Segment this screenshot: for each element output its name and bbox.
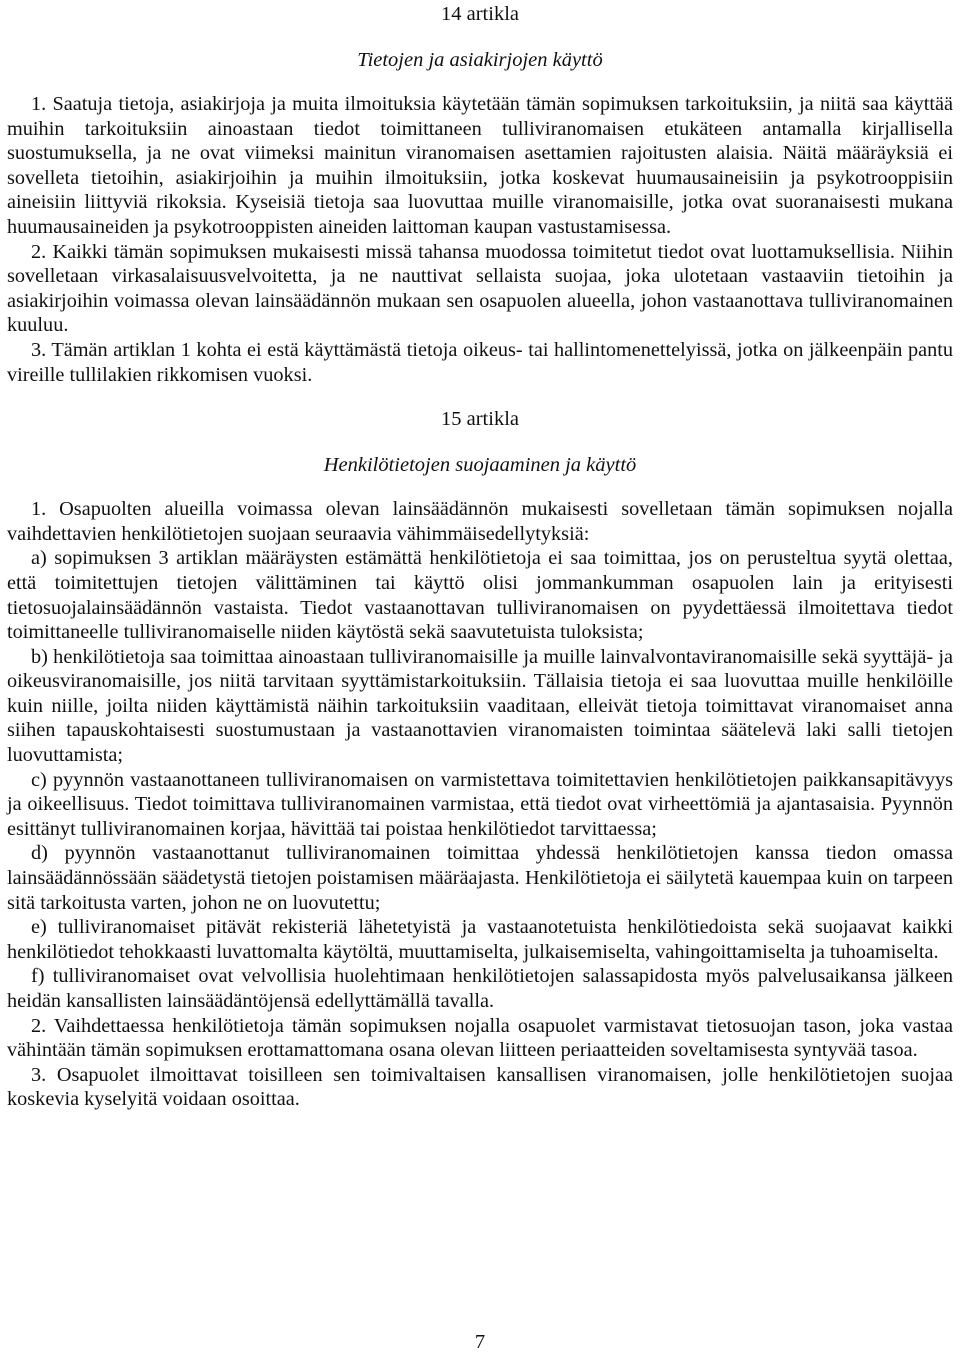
list-item: e) tulliviranomaiset pitävät rekisteriä lähetetyistä ja vastaanotetuista henkilötiedoista sekä suojaavat kaikki henkilötiedot tehokkaasti luvattomalta käytöltä, muuttamiselta, julkaisemiselta, vahingoittamiselta ja tuhoamiselta.: [7, 916, 953, 963]
list-item: c) pyynnön vastaanottaneen tulliviranomaisen on varmistettava toimitettavien henkilötietojen paikkansapitävyys ja oikeellisuus. Tiedot toimittava tulliviranomainen varmistaa, että tiedot ovat virheettömiä ja ajantasaisia. Pyynnön esittänyt tulliviranomainen korjaa, hävittää tai poistaa henkilötiedot tarvittaessa;: [7, 768, 953, 840]
list-item: b) henkilötietoja saa toimittaa ainoastaan tulliviranomaisille ja muille lainvalvontaviranomaisille sekä syyttäjä- ja oikeusviranomaisille, jos niitä tarvitaan syyttämistarkoituksiin. Tällaisia tietoja ei saa luovuttaa muille henkilöille kuin niille, joilta niiden käyttämistä näihin tarkoituksiin vaaditaan, elleivät tietoja toimittavat viranomaiset anna siihen tapauskohtaisesti suostumustaan ja vastaanottavien viranomaisten toimintaa säätelevä laki salli tietojen luovuttamista;: [7, 645, 953, 767]
document-page: [7, 0, 953, 1112]
article-title: Henkilötietojen suojaaminen ja käyttö: [323, 454, 637, 477]
paragraph: 3. Tämän artiklan 1 kohta ei estä käyttämästä tietoja oikeus- tai hallintomenettelyissä, jotka on jälkeenpäin pantu vireille tullilakien rikkomisen vuoksi.: [7, 338, 953, 386]
article-title: Tietojen ja asiakirjojen käyttö: [357, 49, 603, 71]
article-15: [7, 407, 953, 1112]
paragraph: 1. Osapuolten alueilla voimassa olevan lainsäädännön mukaisesti sovelletaan tämän sopimuksen nojalla vaihdettavien henkilötietojen suojaan seuraavia vähimmäisedellytyksiä:: [7, 498, 953, 545]
article-14: [7, 0, 953, 387]
paragraph: 2. Kaikki tämän sopimuksen mukaisesti missä tahansa muodossa toimitetut tiedot ovat luottamuksellisia. Niihin sovelletaan virkasalaisuusvelvoitetta, ja ne nauttivat sellaista suojaa, joka ulotetaan vastaaviin tietoihin ja asiakirjoihin voimassa olevan lainsäädännön mukaan sen osapuolen alueella, johon vastaanottava tulliviranomainen kuuluu.: [7, 240, 953, 337]
article-number: 15 artikla: [441, 408, 519, 431]
list-item: f) tulliviranomaiset ovat velvollisia huolehtimaan henkilötietojen salassapidosta myös palvelusaikansa jälkeen heidän kansallisten lainsäädäntöjensä edellyttämällä tavalla.: [7, 965, 953, 1012]
list-item: a) sopimuksen 3 artiklan määräysten estämättä henkilötietoja ei saa toimittaa, jos on perusteltua syytä olettaa, että toimitettujen tietojen välittäminen tai käyttö olisi jommankumman osapuolen lain ja erityisesti tietosuojalainsäädännön vastaista. Tiedot vastaanottavan tulliviranomaisen on pyydettäessä ilmoitettava tiedot toimittaneelle tulliviranomaiselle niiden käytöstä sekä saavutetuista tuloksista;: [7, 547, 953, 644]
page-number: 7: [474, 1331, 486, 1353]
list-item: d) pyynnön vastaanottanut tulliviranomainen toimittaa yhdessä henkilötietojen kanssa tiedon omassa lainsäädännössään säädetystä tietojen poistamisen määräajasta. Henkilötietoja ei säilytetä kauempaa kuin on tarpeen sitä tarkoitusta varten, johon ne on luovutettu;: [7, 842, 953, 914]
article-number: 14 artikla: [441, 3, 519, 25]
paragraph: 1. Saatuja tietoja, asiakirjoja ja muita ilmoituksia käytetään tämän sopimuksen tarkoituksiin, ja niitä saa käyttää muihin tarkoituksiin ainoastaan tiedot toimittaneen tulliviranomaisen etukäteen antamalla kirjallisella suostumuksella, ja ne ovat viimeksi mainitun viranomaisen asettamien rajoitusten alaisia. Näitä määräyksiä ei sovelleta tietoihin, asiakirjoihin ja muihin ilmoituksiin, jotka koskevat huumausaineisiin ja psykotrooppisiin aineisiin liittyviä rikoksia. Kyseisiä tietoja saa luovuttaa muille viranomaisille, jotka ovat suoranaisesti mukana huumausaineiden ja psykotrooppisten aineiden laittoman kaupan vastustamisessa.: [7, 93, 953, 238]
paragraph: 2. Vaihdettaessa henkilötietoja tämän sopimuksen nojalla osapuolet varmistavat tietosuojan tason, joka vastaa vähintään tämän sopimuksen erottamattomana osana olevan liitteen periaatteiden soveltamisesta syntyvää tasoa.: [7, 1014, 953, 1062]
paragraph: 3. Osapuolet ilmoittavat toisilleen sen toimivaltaisen kansallisen viranomaisen, jolle henkilötietojen suojaa koskevia kyselyitä voidaan osoittaa.: [7, 1063, 953, 1111]
